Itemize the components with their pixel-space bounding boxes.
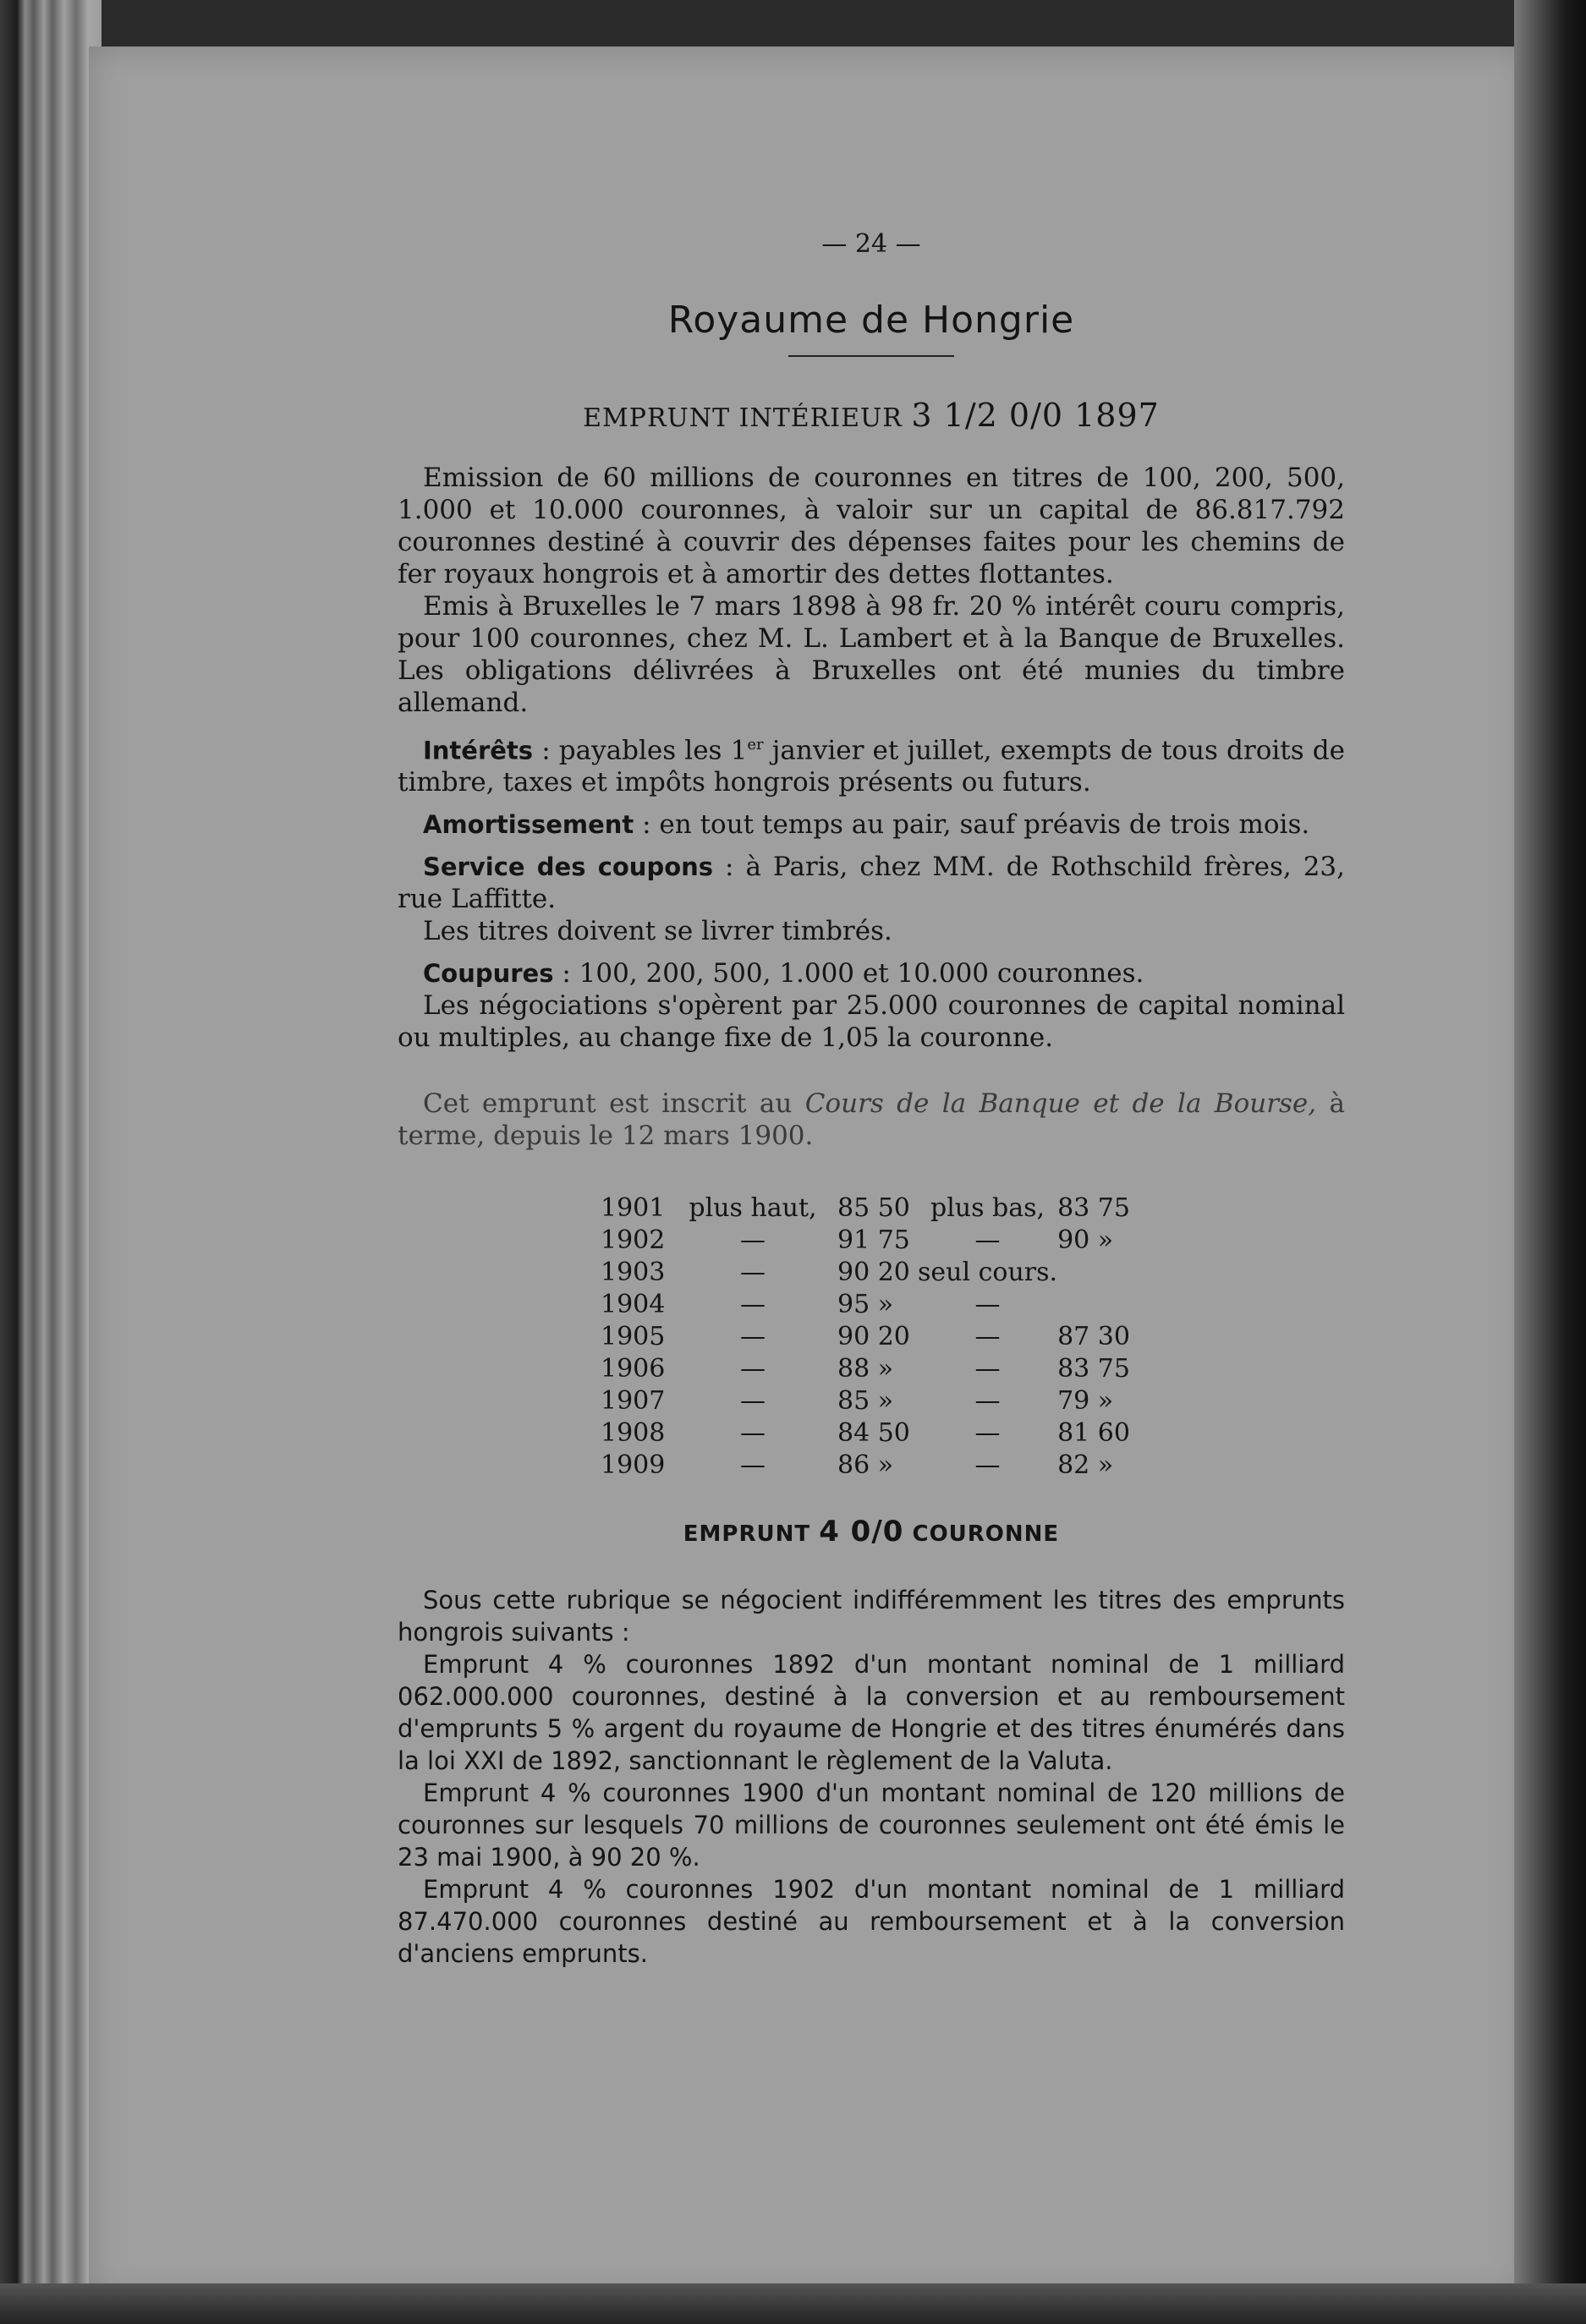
price-cell-lbl2: —	[974, 1418, 1001, 1449]
page-content	[398, 228, 1345, 1970]
section1-heading-rate: 3 1/2 0/0 1897	[911, 397, 1160, 434]
amortissement-label: Amortissement	[423, 810, 634, 840]
price-cell-lbl1: plus haut,	[689, 1193, 817, 1224]
price-cell-lbl1: —	[740, 1418, 766, 1449]
price-cell-year: 1903	[601, 1258, 666, 1288]
price-cell-year: 1907	[601, 1386, 666, 1417]
service-text: : à Paris, chez MM. de Rothschild frères, 23, rue Laffitte.	[398, 852, 1345, 915]
price-cell-year: 1906	[601, 1354, 666, 1384]
price-row	[601, 1353, 1133, 1385]
price-cell-lbl1: —	[740, 1322, 766, 1352]
inscrit-text-a: Cet emprunt est inscrit au	[423, 1088, 805, 1120]
titres-paragraph: Les titres doivent se livrer timbrés.	[423, 916, 892, 947]
inscrit-publication: Cours de la Banque et de la Bourse,	[804, 1088, 1317, 1120]
price-cell-v2	[1057, 1289, 1133, 1321]
price-cell-year: 1909	[601, 1450, 666, 1481]
price-cell-lbl1: —	[740, 1225, 766, 1256]
inscrit-text-b: à terme, depuis le 12 mars 1900.	[398, 1088, 1346, 1152]
service-label: Service des coupons	[423, 852, 714, 882]
section2-heading-rate: 4 0/0	[819, 1515, 904, 1549]
section1-para2: Emis à Bruxelles le 7 mars 1898 à 98 fr. 20 % intérêt couru compris, pour 100 couronnes, chez M. L. Lambert et à la Banque de Bruxelles. Les obligations délivrées à Bruxelles ont été munies du timbre allemand.	[398, 591, 1345, 718]
price-cell-lbl2: —	[974, 1354, 1001, 1384]
section2-heading	[398, 1516, 1345, 1550]
price-cell-lbl2: —	[974, 1225, 1001, 1256]
price-cell-lbl2: —	[974, 1450, 1001, 1481]
price-cell-v2: 83 75	[1057, 1354, 1130, 1384]
price-row	[601, 1385, 1133, 1417]
price-row	[601, 1450, 1133, 1482]
price-row	[601, 1417, 1133, 1450]
title-rule	[788, 355, 954, 357]
price-cell-lbl1: —	[740, 1450, 766, 1481]
interets-paragraph	[398, 729, 1345, 798]
price-cell-v2: 81 60	[1057, 1418, 1130, 1449]
page-title: Royaume de Hongrie	[667, 299, 1075, 342]
price-cell-v1: 90 20	[837, 1258, 910, 1288]
price-cell-v1: 84 50	[837, 1418, 910, 1449]
price-cell-v1: 91 75	[837, 1225, 910, 1256]
price-cell-v1: 85 »	[837, 1386, 894, 1417]
price-cell-lbl1: —	[740, 1354, 766, 1384]
price-cell-lbl1: —	[740, 1290, 766, 1320]
price-cell-lbl2: —	[974, 1386, 1001, 1417]
page-number: — 24 —	[821, 229, 921, 259]
interets-text-a: : payables les 1	[533, 735, 748, 766]
section2-heading-b: COURONNE	[912, 1521, 1060, 1548]
price-cell-year: 1901	[601, 1193, 666, 1224]
price-cell-v1: 88 »	[837, 1354, 894, 1384]
amortissement-text: : en tout temps au pair, sauf préavis de trois mois.	[634, 809, 1310, 841]
section1-heading-prefix: EMPRUNT INTÉRIEUR	[583, 403, 903, 433]
price-cell-lbl1: —	[740, 1258, 766, 1288]
interets-sup: er	[747, 736, 764, 754]
price-cell-lbl2: seul cours.	[918, 1258, 1058, 1288]
section2-para4: Emprunt 4 % couronnes 1902 d'un montant nominal de 1 milliard 87.470.000 couronnes destiné au remboursement et à la conversion d'anciens emprunts.	[398, 1875, 1345, 1969]
price-table	[601, 1192, 1133, 1482]
price-cell-v2: 79 »	[1057, 1386, 1114, 1417]
coupures-label: Coupures	[423, 959, 554, 989]
price-row	[601, 1321, 1133, 1353]
section1-heading	[398, 399, 1345, 435]
section2-para3: Emprunt 4 % couronnes 1900 d'un montant nominal de 120 millions de couronnes sur lesquels 70 millions de couronnes seulement ont été émis le 23 mai 1900, à 90 20 %.	[398, 1779, 1345, 1872]
price-cell-v1: 95 »	[837, 1290, 894, 1320]
coupures-text: : 100, 200, 500, 1.000 et 10.000 couronnes.	[553, 958, 1144, 989]
book-page-edges	[0, 0, 102, 2324]
price-cell-lbl1: —	[740, 1386, 766, 1417]
interets-text-b: janvier et juillet, exempts de tous droits de timbre, taxes et impôts hongrois présents ou futurs.	[398, 735, 1346, 798]
section1-para1: Emission de 60 millions de couronnes en titres de 100, 200, 500, 1.000 et 10.000 couronnes, à valoir sur un capital de 86.817.792 couronnes destiné à couvrir des dépenses faites pour les chemins de fer royaux hongrois et à amortir des dettes flottantes.	[398, 463, 1345, 589]
price-cell-lbl2: —	[974, 1322, 1001, 1352]
price-cell-v2	[1057, 1257, 1133, 1289]
price-row	[601, 1289, 1133, 1321]
price-cell-year: 1905	[601, 1322, 666, 1352]
price-row	[601, 1257, 1133, 1289]
price-cell-year: 1902	[601, 1225, 666, 1256]
price-cell-v1: 85 50	[837, 1193, 910, 1224]
price-cell-lbl2: —	[974, 1290, 1001, 1320]
coupures-paragraph	[398, 957, 1345, 989]
interets-label: Intérêts	[423, 736, 534, 765]
amortissement-paragraph	[398, 808, 1345, 841]
inscrit-paragraph	[398, 1088, 1345, 1152]
book-bottom-edge	[0, 2283, 1586, 2324]
section2-para1: Sous cette rubrique se négocient indifféremment les titres des emprunts hongrois suivants :	[398, 1586, 1345, 1647]
book-gutter	[1514, 0, 1586, 2324]
section2-para2: Emprunt 4 % couronnes 1892 d'un montant nominal de 1 milliard 062.000.000 couronnes, destiné à la conversion et au remboursement d'emprunts 5 % argent du royaume de Hongrie et des titres énumérés dans la loi XXI de 1892, sanctionnant le règlement de la Valuta.	[398, 1650, 1345, 1776]
price-cell-v1: 90 20	[837, 1322, 910, 1352]
negociations-paragraph: Les négociations s'opèrent par 25.000 couronnes de capital nominal ou multiples, au change fixe de 1,05 la couronne.	[398, 990, 1345, 1054]
price-cell-v2: 82 »	[1057, 1450, 1114, 1481]
price-cell-v1: 86 »	[837, 1450, 894, 1481]
price-row	[601, 1225, 1133, 1257]
service-paragraph	[398, 851, 1345, 915]
section2-body	[398, 1584, 1345, 1970]
price-cell-v2: 90 »	[1057, 1225, 1114, 1256]
price-cell-v2: 83 75	[1057, 1193, 1130, 1224]
price-cell-year: 1908	[601, 1418, 666, 1449]
section2-heading-a: EMPRUNT	[683, 1521, 811, 1548]
price-row	[601, 1192, 1133, 1225]
price-cell-year: 1904	[601, 1290, 666, 1320]
price-cell-v2: 87 30	[1057, 1322, 1130, 1352]
price-cell-lbl2: plus bas,	[930, 1193, 1045, 1224]
